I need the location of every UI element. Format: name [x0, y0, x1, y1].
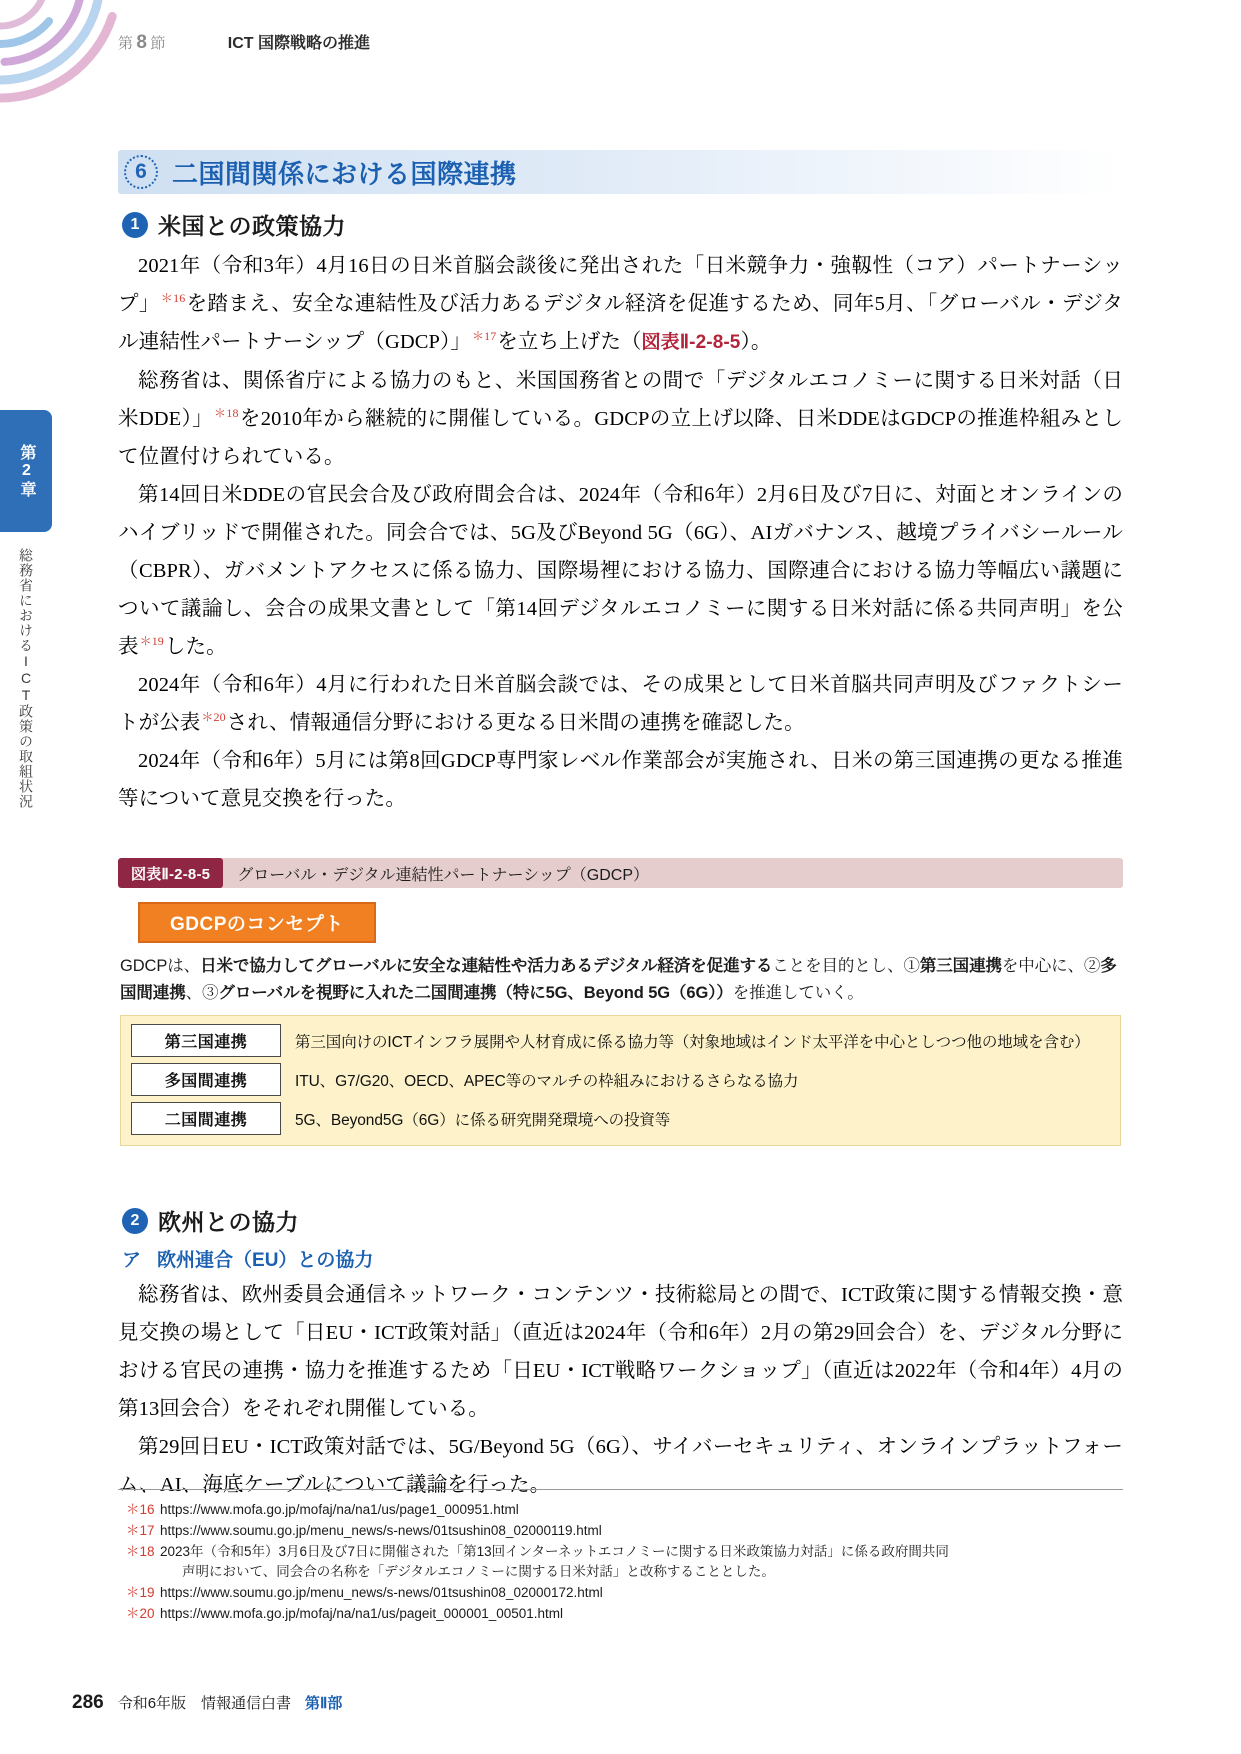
- footnote-marker: ＊18: [126, 1544, 155, 1559]
- page-footer-edition: 令和6年版 情報通信白書: [117, 1695, 292, 1712]
- body-paragraph: [118, 362, 1123, 476]
- pillar-label: 第三国連携: [131, 1024, 281, 1057]
- page-footer-part: 第Ⅱ部: [305, 1695, 343, 1712]
- text-run: を推進していく。: [732, 984, 864, 1002]
- figure-caption: グローバル・デジタル連結性パートナーシップ（GDCP）: [237, 866, 650, 884]
- page-content: [118, 150, 1123, 1504]
- text-run: 、③: [185, 984, 219, 1002]
- figure-block: [118, 858, 1123, 1146]
- text-run: 第29回日EU・ICT政策対話では、5G/Beyond 5G（6G）、サイバーセキュリティ、オンラインプラットフォーム、AI、海底ケーブルについて議論を行った。: [118, 1436, 1123, 1496]
- footnote-text[interactable]: 2023年（令和5年）3月6日及び7日に開催された「第13回インターネットエコノミーに関する日米政策協力対話」に係る政府間共同 声明において、同会合の名称を「デジタルエコノミーに関する日米対話」と改称することとした。: [160, 1542, 1126, 1582]
- chapter-tab: [0, 410, 52, 532]
- subsection-1-number-badge: 1: [122, 212, 148, 238]
- body-paragraph: [118, 742, 1123, 818]
- header-section-prefix: 第: [118, 35, 134, 52]
- body-paragraph: [118, 666, 1123, 742]
- section-heading: [118, 150, 1123, 194]
- footnote-text[interactable]: https://www.mofa.go.jp/mofaj/na/na1/us/pageit_000001_00501.html: [160, 1606, 564, 1621]
- body-paragraph: [118, 476, 1123, 666]
- subsection-2-number-badge: 2: [122, 1208, 148, 1234]
- pillar-description: 第三国向けのICTインフラ展開や人材育成に係る協力等（対象地域はインド太平洋を中心としつつ他の地域を含む）: [295, 1033, 1090, 1051]
- body-paragraph: [118, 247, 1123, 362]
- pillar-label: 多国間連携: [131, 1063, 281, 1096]
- body-paragraph: [118, 1428, 1123, 1504]
- header-title: ICT 国際戦略の推進: [227, 35, 371, 52]
- figure-concept-text: [120, 953, 1121, 1007]
- chapter-tab-label: 第2章: [18, 443, 35, 499]
- footnote-reference[interactable]: ＊19: [139, 634, 164, 649]
- chapter-side-label: 総務省におけるICT政策の取組状況: [18, 548, 34, 809]
- sub-heading-title: 欧州連合（EU）との協力: [157, 1250, 374, 1271]
- page-footer: [72, 1692, 342, 1714]
- text-run: 総務省は、欧州委員会通信ネットワーク・コンテンツ・技術総局との間で、ICT政策に関する情報交換・意見交換の場として「日EU・ICT政策対話」（直近は2024年（令和6年）2月の第29回会合）を、デジタル分野における官民の連携・協力を推進するため「日EU・ICT戦略ワークショップ」（直近は2022年（令和4年）4月の第13回会合）をそれぞれ開催している。: [118, 1284, 1123, 1420]
- emphasis-text: 日米で協力してグローバルに安全な連結性や活力あるデジタル経済を促進する: [200, 957, 773, 975]
- header-section-number: 8: [136, 32, 148, 53]
- text-run: 2024年（令和6年）5月には第8回GDCP専門家レベル作業部会が実施され、日米の第三国連携の更なる推進等について意見交換を行った。: [118, 750, 1123, 810]
- pillar-description: ITU、G7/G20、OECD、APEC等のマルチの枠組みにおけるさらなる協力: [295, 1072, 799, 1090]
- pillar-row: [131, 1024, 1110, 1057]
- footnote-reference[interactable]: ＊18: [214, 406, 239, 421]
- text-run: 総務省は、関係省庁による協力のもと、米国国務省との間で「デジタルエコノミーに関する日米対話（日米DDE）」: [118, 370, 1123, 430]
- figure-reference-link[interactable]: 図表Ⅱ-2-8-5: [641, 332, 741, 353]
- footnote-item: [126, 1500, 1126, 1520]
- figure-concept-chip: GDCPのコンセプト: [138, 902, 376, 943]
- pillar-row: [131, 1063, 1110, 1096]
- text-run: ことを目的とし、①: [772, 957, 920, 975]
- subsection-1-heading: [122, 208, 1123, 241]
- footnote-marker: ＊20: [126, 1606, 155, 1621]
- text-run: 2024年（令和6年）4月に行われた日米首脳会談では、その成果として日米首脳共同声明及びファクトシートが公表: [118, 674, 1123, 734]
- text-run: した。: [164, 636, 227, 658]
- emphasis-text: 第三国連携: [919, 957, 1002, 975]
- footnote-reference[interactable]: ＊17: [472, 329, 497, 344]
- subsection-2-sub-heading: [122, 1245, 1123, 1272]
- subsection-1-body: [118, 247, 1123, 818]
- footnote-reference[interactable]: ＊16: [160, 291, 186, 306]
- header-section-label: [118, 32, 166, 54]
- footnote-reference[interactable]: ＊20: [201, 710, 226, 725]
- header-section-suffix: 節: [150, 35, 166, 52]
- subsection-1-title: 米国との政策協力: [158, 213, 346, 239]
- footnote-list: [126, 1500, 1126, 1625]
- subsection-2-heading: [122, 1204, 1123, 1237]
- footnote-marker: ＊19: [126, 1585, 155, 1600]
- page-number: 286: [72, 1692, 104, 1713]
- text-run: GDCPは、: [120, 957, 201, 975]
- footnote-text[interactable]: https://www.mofa.go.jp/mofaj/na/na1/us/page1_000951.html: [160, 1502, 519, 1517]
- decorative-arcs: [0, 0, 190, 140]
- emphasis-text: 多国間連携: [120, 957, 1117, 1002]
- figure-caption-bar: [118, 858, 1123, 888]
- section-heading-text: 二国間関係における国際連携: [172, 158, 517, 189]
- text-run: を立ち上げた（: [497, 331, 642, 353]
- pillar-label: 二国間連携: [131, 1102, 281, 1135]
- footnote-text[interactable]: https://www.soumu.go.jp/menu_news/s-news/01tsushin08_02000119.html: [160, 1523, 602, 1538]
- footnote-divider: [118, 1489, 1123, 1490]
- footnote-item: [126, 1542, 1126, 1582]
- subsection-2-body: [118, 1276, 1123, 1504]
- text-run: を踏まえ、安全な連結性及び活力あるデジタル経済を促進するため、同年5月、「グローバル・デジタル連結性パートナーシップ（GDCP）」: [118, 293, 1123, 353]
- text-run: 2021年（令和3年）4月16日の日米首脳会談後に発出された「日米競争力・強靱性（コア）パートナーシップ」: [118, 255, 1123, 315]
- pillar-row: [131, 1102, 1110, 1135]
- footnote-item: [126, 1604, 1126, 1624]
- footnote-item: [126, 1583, 1126, 1603]
- sub-heading-marker: ア: [122, 1250, 142, 1271]
- figure-content: [118, 902, 1123, 1146]
- footnote-continuation: 声明において、同会合の名称を「デジタルエコノミーに関する日米対話」と改称することとした。: [182, 1564, 775, 1579]
- footnote-item: [126, 1521, 1126, 1541]
- section-number-badge: 6: [124, 155, 158, 189]
- pillar-description: 5G、Beyond5G（6G）に係る研究開発環境への投資等: [295, 1111, 671, 1129]
- emphasis-text: グローバルを視野に入れた二国間連携（特に5G、Beyond 5G（6G））: [218, 984, 733, 1002]
- body-paragraph: [118, 1276, 1123, 1428]
- subsection-2-title: 欧州との協力: [158, 1209, 299, 1235]
- text-run: を中心に、②: [1001, 957, 1101, 975]
- text-run: を2010年から継続的に開催している。GDCPの立上げ以降、日米DDEはGDCPの推進枠組みとして位置付けられている。: [118, 408, 1123, 468]
- figure-tag: 図表Ⅱ-2-8-5: [118, 858, 223, 888]
- text-run: ）。: [740, 331, 772, 353]
- text-run: され、情報通信分野における更なる日米間の連携を確認した。: [226, 712, 805, 734]
- running-header: [118, 30, 370, 54]
- footnote-text[interactable]: https://www.soumu.go.jp/menu_news/s-news/01tsushin08_02000172.html: [160, 1585, 603, 1600]
- footnote-marker: ＊17: [126, 1523, 155, 1538]
- footnote-marker: ＊16: [126, 1502, 155, 1517]
- text-run: 第14回日米DDEの官民会合及び政府間会合は、2024年（令和6年）2月6日及び7日に、対面とオンラインのハイブリッドで開催された。同会合では、5G及びBeyond 5G（6G）、AIガバナンス、越境プライバシールール（CBPR）、ガバメントアクセスに係る協力、国際場裡における協力、国際連合における協力等幅広い議題について議論し、会合の成果文書として「第14回デジタルエコノミーに関する日米対話に係る共同声明」を公表: [118, 484, 1123, 658]
- figure-pillar-table: [120, 1015, 1121, 1146]
